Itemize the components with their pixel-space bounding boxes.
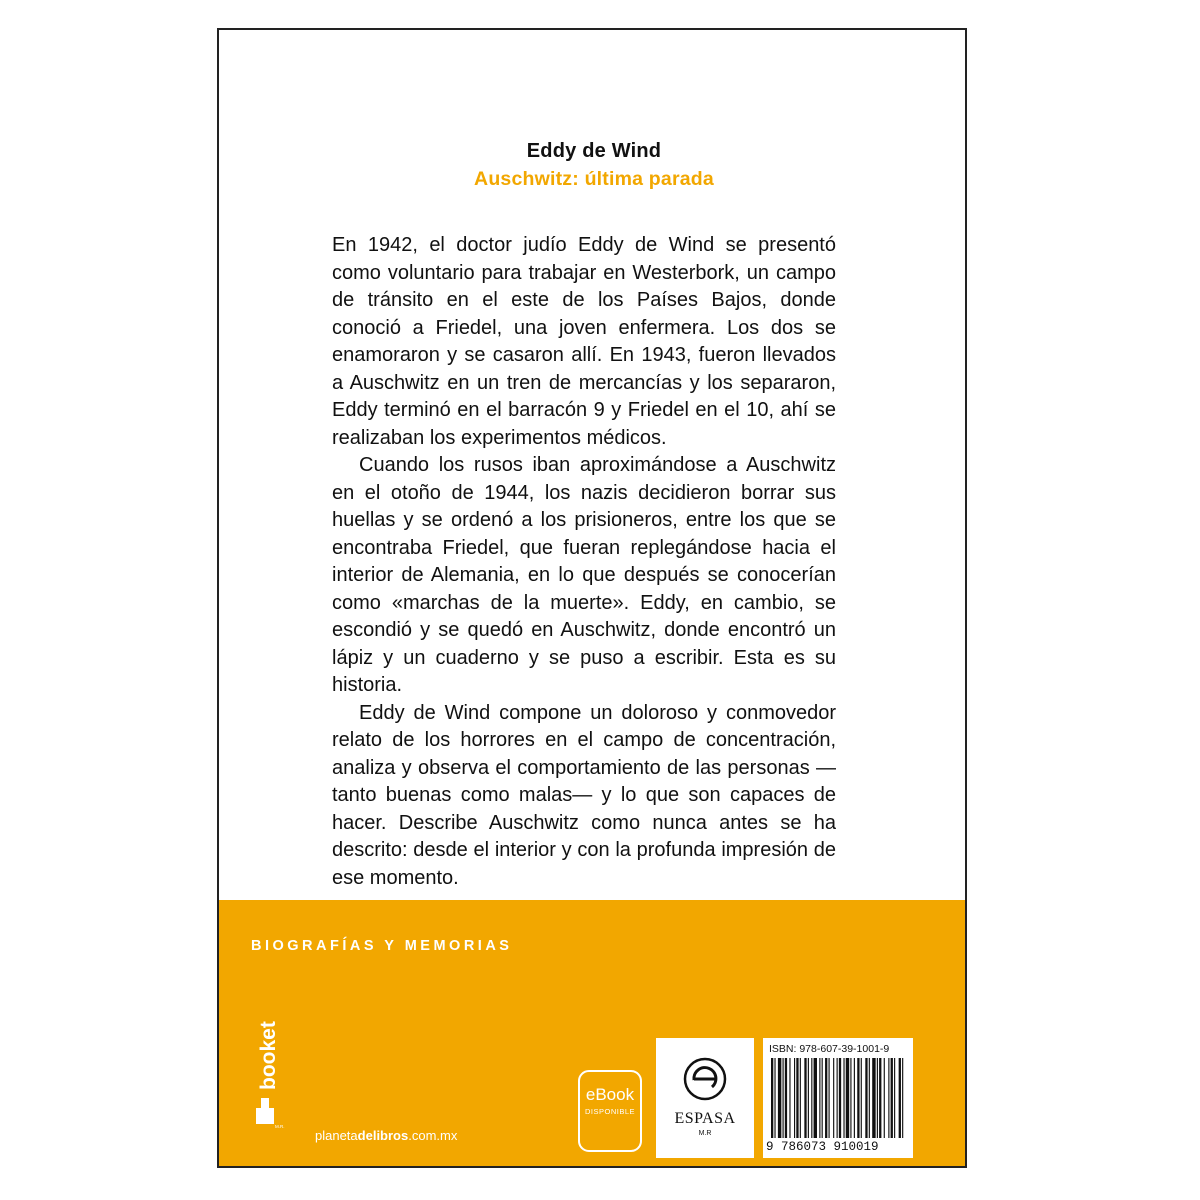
isbn-label: ISBN: 978-607-39-1001-9 [769,1043,890,1055]
synopsis-paragraph: Eddy de Wind compone un doloroso y conmovedor relato de los horrores en el campo de concentración, analiza y observa el comportamiento de las personas —tanto buenas como malas— y lo que son capaces de hacer. Describe Auschwitz como nunca antes se ha descrito: desde el interior y con la profunda impresión de ese momento. [332,701,836,889]
ebook-badge [578,1070,642,1152]
website-bold: delibros [357,1128,409,1143]
website-link[interactable] [315,1128,457,1143]
imprint-mark: M.R [698,1130,712,1137]
collection-label: BIOGRAFÍAS Y MEMORIAS [251,938,513,954]
synopsis [332,232,836,892]
booket-logo-text: booket [257,1021,280,1090]
booket-mark: M.R. [275,1124,285,1129]
book-title: Auschwitz: última parada [474,168,714,190]
espasa-logo [656,1038,754,1158]
ebook-sub: DISPONIBLE [584,1107,635,1116]
espasa-emblem-icon [682,1056,728,1102]
synopsis-paragraph: Cuando los rusos iban aproximándose a Auschwitz en el otoño de 1944, los nazis decidieron borrar sus huellas y se ordenó a los prisioneros, entre los que se encontraba Friedel, que fueran replegándose hacia el interior de Alemania, en lo que después se conocerían como «marchas de la muerte». Eddy, en cambio, se escondió y se quedó en Auschwitz, donde encontró un lápiz y un cuaderno y se puso a escribir. Esta es su historia. [332,454,836,696]
booket-logo [253,1021,285,1138]
website-suffix: .com.mx [408,1128,458,1143]
author-name: Eddy de Wind [526,140,662,162]
book-back-cover [217,28,967,1168]
barcode-icon [769,1058,907,1140]
synopsis-paragraph: En 1942, el doctor judío Eddy de Wind se presentó como voluntario para trabajar en Westerbork, un campo de tránsito en el este de los Países Bajos, donde conoció a Friedel, una joven enfermera. Los dos se enamoraron y se casaron allí. En 1943, fueron llevados a Auschwitz en un tren de mercancías y los separaron, Eddy terminó en el barracón 9 y Friedel en el 10, ahí se realizaban los experimentos médicos. [332,234,836,449]
barcode-digits: 9 786073 910019 [766,1140,879,1154]
barcode-block [763,1038,913,1158]
footer-band [219,900,965,1166]
imprint-name: ESPASA [674,1110,736,1127]
ebook-label: eBook [585,1085,635,1104]
website-prefix: planeta [315,1128,358,1143]
